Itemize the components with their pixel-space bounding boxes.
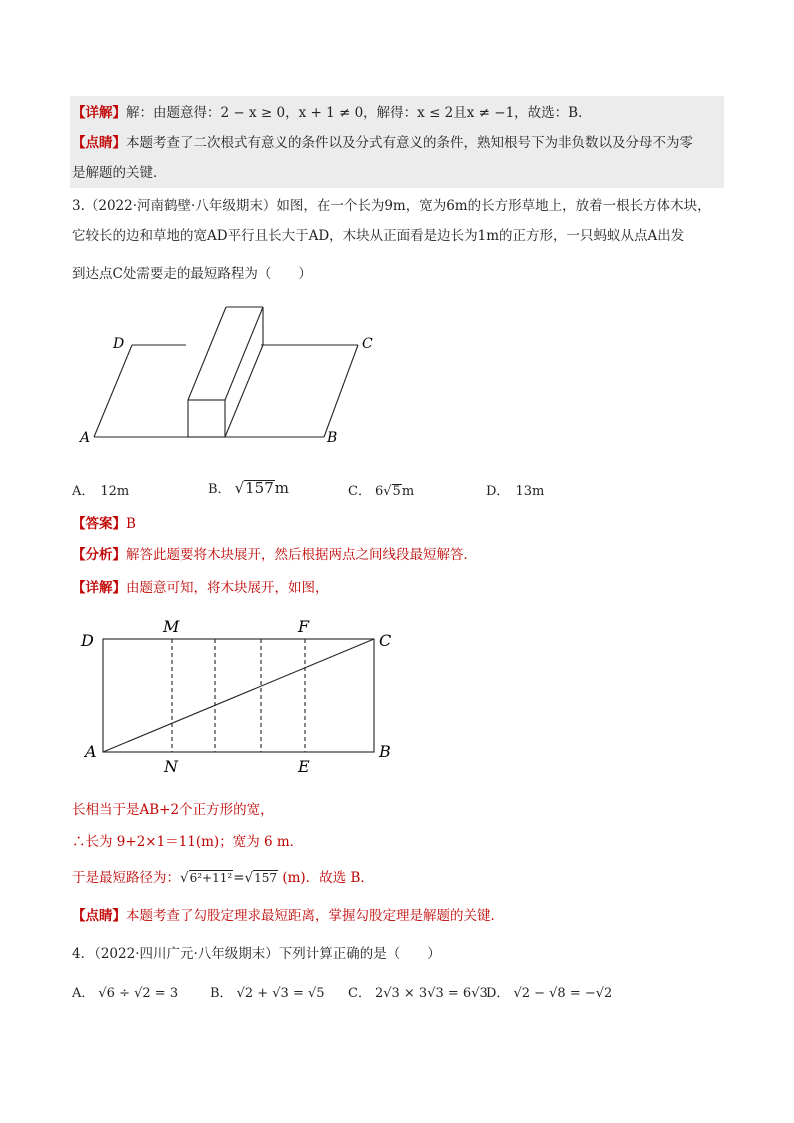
q4-option-d-letter: D． — [486, 986, 510, 1001]
q3-option-b-unit: m — [274, 479, 289, 497]
q3-point-text: 本题考查了勾股定理求最短距离，掌握勾股定理是解题的关键． — [126, 908, 504, 924]
q3-option-b-radicand: 157 — [245, 479, 274, 497]
q3-option-c-unit: m — [401, 484, 415, 499]
q4-option-a-letter: A． — [72, 986, 95, 1001]
q4-option-c — [348, 982, 488, 1001]
q3-answer-value: B — [126, 516, 136, 532]
q4-option-d — [486, 982, 612, 1001]
q3-path-line — [72, 868, 374, 888]
q3-detail-text: 由题意可知，将木块展开，如图， — [126, 580, 329, 596]
q4-option-b — [210, 982, 325, 1001]
analysis-tag: 【分析】 — [72, 547, 126, 563]
q4-option-b-letter: B． — [210, 986, 233, 1001]
detail-tag: 【详解】 — [72, 580, 126, 596]
q4-option-a-expr: √6 ÷ √2 = 3 — [98, 986, 179, 1001]
q3-path-radicand-2: 157 — [254, 871, 278, 885]
fig1-label-d: D — [113, 336, 125, 352]
prev-point-line-2 — [72, 163, 167, 183]
q3-stem-line-2 — [72, 226, 684, 246]
q3-detail-line — [72, 578, 329, 598]
q3-path-suffix: (m)．故选 B． — [278, 870, 374, 886]
fig1-label-b: B — [327, 430, 338, 446]
fig2-label-f: F — [298, 617, 310, 636]
detail-tag: 【详解】 — [72, 105, 126, 121]
q3-option-b — [208, 478, 289, 497]
q3-answer-line — [72, 514, 136, 534]
q3-option-d — [486, 480, 544, 499]
point-tag: 【点睛】 — [72, 135, 126, 151]
sqrt-symbol: √ — [244, 870, 254, 886]
fig2-label-a: A — [85, 742, 97, 761]
q3-stem-line-1 — [72, 196, 711, 216]
q3-option-c-radicand: 5 — [392, 484, 401, 499]
q3-stem-text-3: 到达点C处需要走的最短路程为（ ） — [72, 266, 312, 282]
answer-tag: 【答案】 — [72, 516, 126, 532]
q3-option-a-letter: A． — [72, 484, 95, 499]
q3-analysis-line — [72, 545, 477, 565]
fig2-label-d: D — [81, 631, 94, 650]
q3-option-c-letter: C． — [348, 484, 371, 499]
q3-option-a — [72, 480, 129, 499]
fig2-label-b: B — [379, 742, 391, 761]
q4-option-b-expr: √2 + √3 = √5 — [236, 986, 325, 1001]
q4-option-c-expr: 2√3 × 3√3 = 6√3 — [374, 986, 488, 1001]
q3-stem-text-1: 3.（2022·河南鹤壁·八年级期末）如图，在一个长为9m，宽为6m的长方形草地上，放着一根长方体木块， — [72, 198, 711, 214]
q4-stem-line — [72, 944, 441, 964]
fig2-label-n: N — [164, 757, 178, 776]
q3-stem-line-3 — [72, 264, 312, 284]
q3-path-prefix: 于是最短路径为： — [72, 870, 180, 886]
figure-grass-with-block — [76, 300, 386, 450]
fig2-label-m: M — [163, 617, 180, 636]
q3-option-c — [348, 480, 414, 499]
q3-option-b-letter: B． — [208, 482, 231, 497]
q3-length-line — [72, 800, 274, 820]
q3-length-calc — [72, 832, 303, 852]
q4-stem-text: 4．（2022·四川广元·八年级期末）下列计算正确的是（ ） — [72, 946, 441, 962]
sqrt-symbol: √ — [180, 870, 189, 886]
q4-option-d-expr: √2 − √8 = −√2 — [513, 986, 613, 1001]
q3-length-text: 长相当于是AB+2个正方形的宽， — [72, 802, 274, 818]
fig2-label-c: C — [379, 631, 392, 650]
fig2-label-e: E — [298, 757, 310, 776]
q3-option-d-letter: D． — [486, 484, 510, 499]
q3-option-d-text: 13m — [515, 484, 545, 499]
q3-option-a-text: 12m — [100, 484, 130, 499]
sqrt-symbol: √ — [383, 484, 392, 499]
prev-detail-text: 解：由题意得：2 − x ≥ 0，x + 1 ≠ 0，解得：x ≤ 2且x ≠ −1，故选：B． — [126, 105, 592, 121]
q4-option-a — [72, 982, 178, 1001]
fig1-label-c: C — [362, 336, 373, 352]
fig1-label-a: A — [80, 430, 91, 446]
q3-length-calc-text: ∴长为 9+2×1＝11(m)；宽为 6 m． — [72, 834, 304, 850]
prev-point-line-1 — [72, 133, 693, 153]
q3-point-line — [72, 906, 504, 926]
q3-analysis-text: 解答此题要将木块展开，然后根据两点之间线段最短解答． — [126, 547, 477, 563]
q4-option-c-letter: C． — [348, 986, 371, 1001]
q3-stem-text-2: 它较长的边和草地的宽AD平行且长大于AD，木块从正面看是边长为1m的正方形，一只蚂蚁从点A出发 — [72, 228, 685, 244]
figure-unfolded-rectangle — [76, 612, 406, 782]
q3-option-c-coef: 6 — [374, 484, 384, 499]
prev-point-text-2: 是解题的关键． — [72, 165, 167, 181]
point-tag: 【点睛】 — [72, 908, 126, 924]
prev-detail-line — [72, 103, 592, 123]
sqrt-symbol: √ — [234, 479, 245, 497]
q3-path-radicand-1: 6²+11² — [189, 871, 233, 885]
q3-path-equals: = — [233, 870, 245, 886]
prev-point-text: 本题考查了二次根式有意义的条件以及分式有意义的条件，熟知根号下为非负数以及分母不为零 — [126, 135, 693, 151]
